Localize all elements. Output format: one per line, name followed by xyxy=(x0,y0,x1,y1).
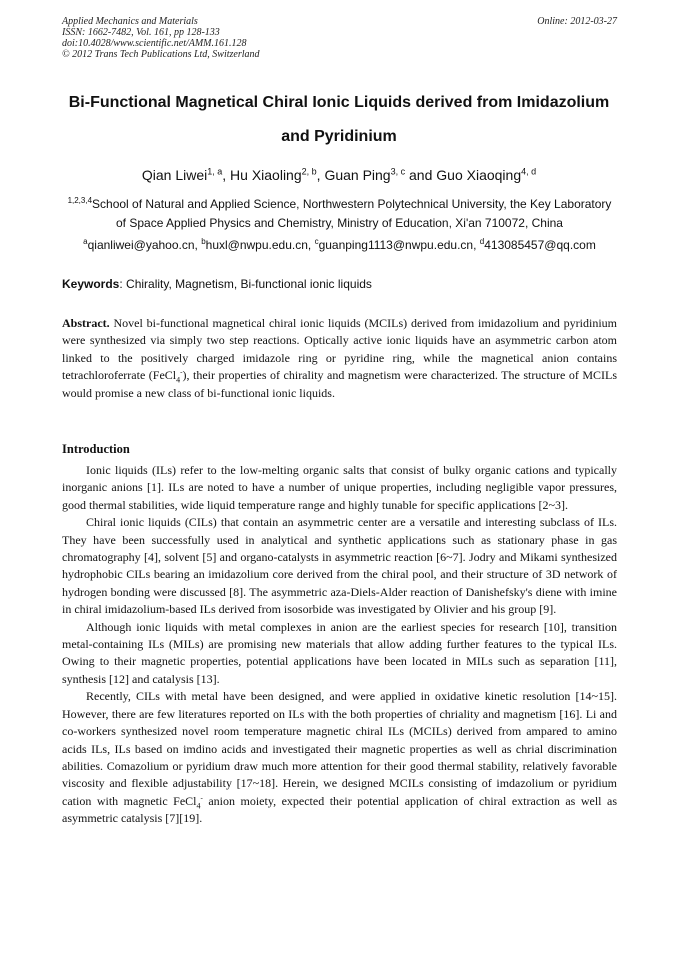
author-sep: , xyxy=(222,167,231,183)
abstract xyxy=(62,315,617,402)
author-1: Qian Liwei xyxy=(141,167,208,183)
affiliation-text: School of Natural and Applied Science, Northwestern Polytechnical University, the Key Laboratory of Space Applied Physics and Chemistry, Ministry of Education, Xi'an 710072, China xyxy=(92,197,612,230)
title-line-2: and Pyridinium xyxy=(281,128,397,145)
keywords-label: Keywords xyxy=(62,277,120,291)
paragraph-4-sub: 4 xyxy=(196,801,201,811)
author-4-sup: 4, d xyxy=(521,166,537,177)
journal-name: Applied Mechanics and Materials xyxy=(62,16,198,27)
author-sep: and xyxy=(405,167,437,183)
author-2-sup: 2, b xyxy=(301,166,317,177)
author-3-sup: 3, c xyxy=(390,166,406,177)
email-a-sup: a xyxy=(83,237,88,246)
copyright-line: © 2012 Trans Tech Publications Ltd, Switzerland xyxy=(62,49,260,60)
abstract-sub: 4 xyxy=(176,375,181,385)
issn-line: ISSN: 1662-7482, Vol. 161, pp 128-133 xyxy=(62,27,220,38)
abstract-text-1: Novel bi-functional magnetical chiral ionic liquids (MCILs) derived from imidazolium and pyridinium were synthesized via simply two step reactions. Optically active ionic liquids have an asymmetric carbon atom linked to the positively charged imidazole ring or pyridine ring, while the magnetical anion contains tetrachloroferrate (FeCl xyxy=(62,316,617,383)
author-1-sup: 1, a xyxy=(207,166,223,177)
abstract-label: Abstract. xyxy=(62,316,110,330)
email-b-sup: b xyxy=(201,237,206,246)
paragraph-4-text-1: Recently, CILs with metal have been designed, and were applied in oxidative kinetic resolution [14~15]. However, there are few literatures reported on ILs with the both properties of chriality and magnetism [16]. Li and co-workers synthesized novel room temperature magnetic chiral ILs (MCILs) derived from ampared to amino acids ILs, ILs based on imdino acids and investigated their magnetic properties as well as chrial discrimination abilities. Comazolium or pyridium draw much more attention for their good thermal stability, relatively favorable viscosity and flexible adjustability [17~18]. Herein, we designed MCILs consisting of imdazolium or pyridium cation with magnetic FeCl xyxy=(62,689,617,808)
doi-line: doi:10.4028/www.scientific.net/AMM.161.128 xyxy=(62,38,247,49)
author-list xyxy=(40,166,638,184)
paragraph-4-text-2: anion moiety, expected their potential application of chiral extraction as well as asymmetric catalysis [7][19]. xyxy=(62,793,617,826)
affiliation xyxy=(62,195,617,233)
keywords-text: : Chirality, Magnetism, Bi-functional ionic liquids xyxy=(119,277,372,291)
abstract-sup: - xyxy=(180,368,183,377)
email-d: 413085457@qq.com xyxy=(484,238,596,252)
paragraph-4 xyxy=(62,688,617,827)
affiliation-sup: 1,2,3,4 xyxy=(67,196,93,205)
keywords xyxy=(62,276,617,292)
email-list xyxy=(62,237,617,253)
paragraph-1: Ionic liquids (ILs) refer to the low-melting organic salts that consist of bulky organic cations and typically inorganic anions [1]. ILs are noted to have a number of unique properties, including negligible vapor pressures, good thermal stabilities, wide liquid temperature range and highly tunable for specific applications [2~3]. xyxy=(62,463,617,512)
email-b: huxl@nwpu.edu.cn, xyxy=(205,238,315,252)
email-a: qianliwei@yahoo.cn, xyxy=(87,238,202,252)
abstract-text-2: ), their properties of chirality and magnetism were characterized. The structure of MCILs would promise a new class of bi-functional ionic liquids. xyxy=(62,368,618,400)
paragraph-4-sup: - xyxy=(200,793,203,802)
paragraph-3: Although ionic liquids with metal complexes in anion are the earliest species for research [10], transition metal-containing ILs (MILs) are promising new materials that allow adding further features to the typical ILs. Owing to their magnetic properties, potential applications have been located in MILs such as separation [11], synthesis [12] and catalysis [13]. xyxy=(62,619,617,686)
online-date: Online: 2012-03-27 xyxy=(537,16,617,27)
email-c: guanping1113@nwpu.edu.cn, xyxy=(318,238,480,252)
introduction-body xyxy=(62,462,617,828)
email-d-sup: d xyxy=(479,237,485,246)
author-3: Guan Ping xyxy=(324,167,391,183)
author-sep: , xyxy=(316,167,325,183)
author-2: Hu Xiaoling xyxy=(230,167,302,183)
author-4: Guo Xiaoqing xyxy=(436,167,522,183)
email-c-sup: c xyxy=(314,237,319,246)
journal-header xyxy=(62,16,617,60)
section-title-introduction: Introduction xyxy=(62,442,130,456)
paper-title xyxy=(40,86,638,154)
title-line-1: Bi-Functional Magnetical Chiral Ionic Liquids derived from Imidazolium xyxy=(68,94,610,111)
paragraph-2: Chiral ionic liquids (CILs) that contain an asymmetric center are a versatile and interesting subclass of ILs. They have been successfully used in analytical and synthetic applications such as stationary phase in gas chromatography [4], solvent [5] and organo-catalysts in asymmetric reaction [6~7]. Jodry and Mikami synthesized hydrophobic CILs bearing an imidazolium core derived from the chiral pool, and their structure of 3D network of hydrogen bonding were discussed [8]. The asymmetric aza-Diels-Alder reaction of Danishefsky's diene with imine in chiral imidazolium-based ILs derived from isosorbide was investigated by Olivier and his group [9]. xyxy=(62,515,617,617)
